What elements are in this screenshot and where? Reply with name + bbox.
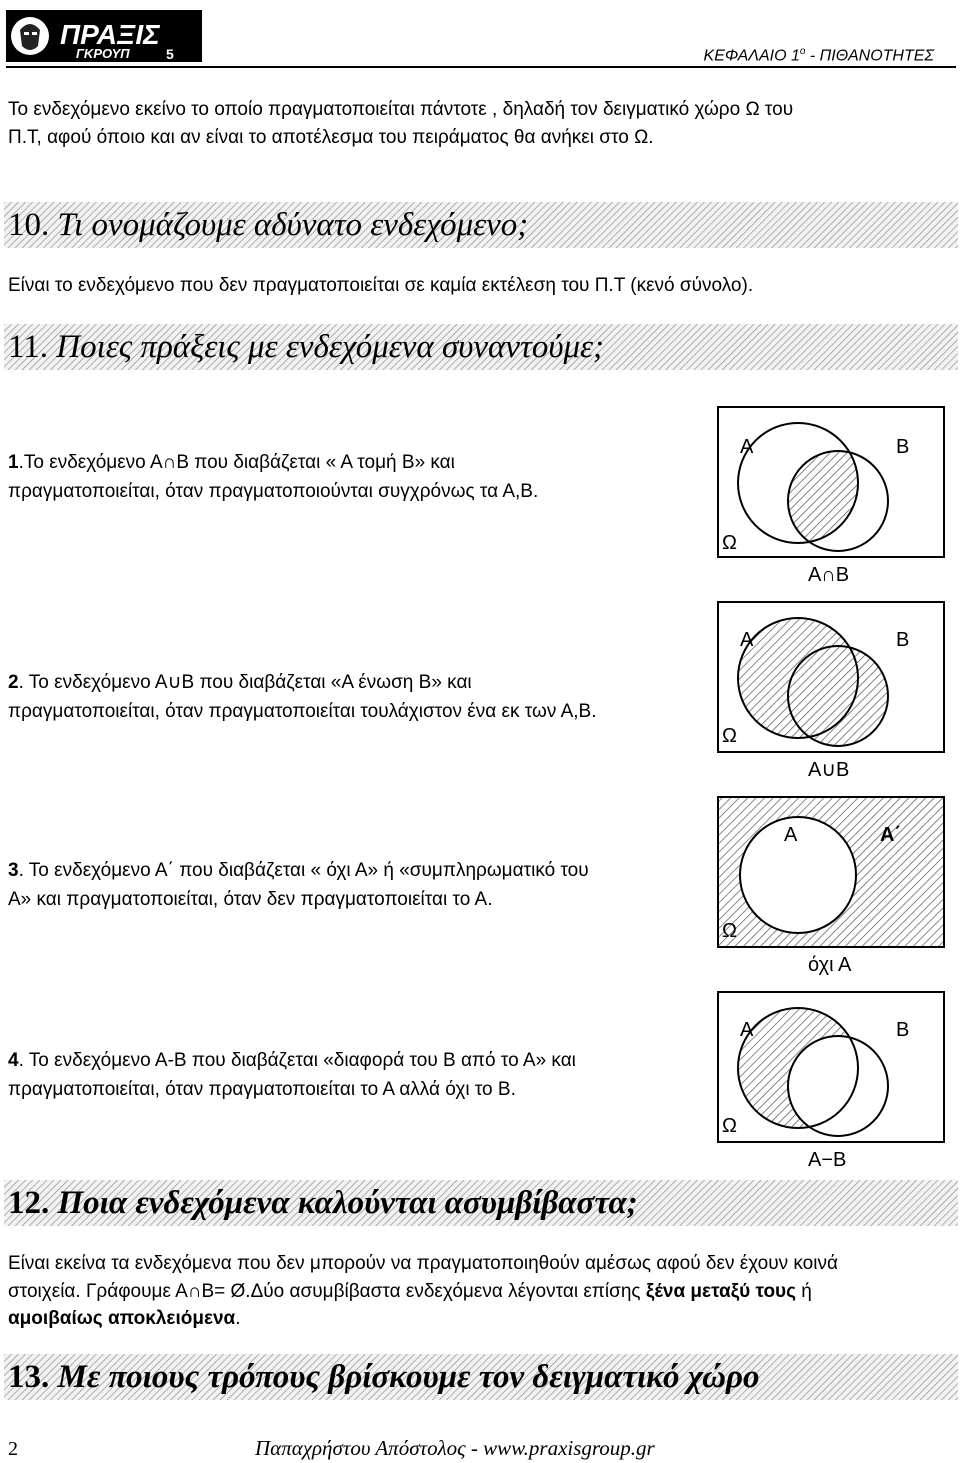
venn-difference <box>716 990 948 1172</box>
caption: A−B <box>808 1149 847 1171</box>
venn-union <box>716 600 948 782</box>
header-divider <box>6 66 956 68</box>
label-a: A <box>784 824 798 846</box>
page-number: 2 <box>8 1438 18 1460</box>
chapter-title: ΚΕΦΑΛΑΙΟ $1^o$ - ΠΙΘΑΝΟΤΗΤΕΣ <box>703 46 934 65</box>
label-omega: Ω <box>722 920 737 942</box>
q10-answer: Είναι το ενδεχόμενο που δεν πραγματοποιείται σε καμία εκτέλεση του Π.Τ (κενό σύνολο). <box>8 275 754 296</box>
intro-line-1: Το ενδεχόμενο εκείνο το οποίο πραγματοποιείται πάντοτε , δηλαδή τον δειγματικό χώρο Ω του <box>8 99 794 120</box>
heading-q10: 10. Τι ονομάζουμε αδύνατο ενδεχόμενο; <box>4 202 958 248</box>
operation-intersection: 1.Το ενδεχόμενο Α∩Β που διαβάζεται « Α τομή Β» και πραγματοποιείται, όταν πραγματοποιούνται συγχρόνως τα Α,Β. <box>8 452 539 502</box>
label-omega: Ω <box>722 725 737 747</box>
intro-line-2: Π.Τ, αφού όποιο και αν είναι το αποτέλεσμα του πειράματος θα ανήκει στο Ω. <box>8 127 654 148</box>
label-a: A <box>740 1019 754 1041</box>
praxis-logo <box>6 10 202 62</box>
label-omega: Ω <box>722 1115 737 1137</box>
label-b: B <box>896 629 910 651</box>
logo-digit: 5 <box>166 46 174 62</box>
venn-intersection <box>716 405 948 587</box>
footer-author: Παπαχρήστου Απόστολος - www.praxisgroup.gr <box>255 1436 655 1460</box>
heading-q11: 11. Ποιες πράξεις με ενδεχόμενα συναντούμε; <box>4 324 958 370</box>
logo-subtitle: ΓΚΡΟΥΠ <box>76 46 130 61</box>
label-b: B <box>896 436 910 458</box>
caption: A∪B <box>808 759 850 781</box>
label-a-prime: A΄ <box>880 824 902 846</box>
label-a: A <box>740 436 754 458</box>
heading-q12: 12. Ποια ενδεχόμενα καλούνται ασυμβίβαστα; <box>4 1180 958 1226</box>
heading-q13: 13. Με ποιους τρόπους βρίσκουμε τον δειγματικό χώρο <box>4 1354 958 1400</box>
q12-line-2: στοιχεία. Γράφουμε Α∩Β= Ø.Δύο ασυμβίβαστα ενδεχόμενα λέγονται επίσης ξένα μεταξύ τους ή <box>8 1281 812 1302</box>
operation-difference: 4. Το ενδεχόμενο Α-Β που διαβάζεται «διαφορά του Β από το Α» και πραγματοποιείται, όταν πραγματοποιείται το Α αλλά όχι το Β. <box>8 1050 576 1100</box>
caption: όχι Α <box>808 954 852 976</box>
operation-complement: 3. Το ενδεχόμενο Α΄ που διαβάζεται « όχι Α» ή «συμπληρωματικό του Α» και πραγματοποιείται, όταν δεν πραγματοποιείται το Α. <box>8 860 589 910</box>
label-b: B <box>896 1019 910 1041</box>
operation-union: 2. Το ενδεχόμενο Α∪Β που διαβάζεται «Α ένωση Β» και πραγματοποιείται, όταν πραγματοποιείται τουλάχιστον ένα εκ των Α,Β. <box>8 672 597 722</box>
q12-line-1: Είναι εκείνα τα ενδεχόμενα που δεν μπορούν να πραγματοποιηθούν αμέσως αφού δεν έχουν κοινά <box>8 1253 838 1274</box>
label-a: A <box>740 629 754 651</box>
caption: A∩B <box>808 564 850 586</box>
logo-title: ΠΡΑΞΙΣ <box>60 19 160 50</box>
label-omega: Ω <box>722 532 737 554</box>
q12-line-3: αμοιβαίως αποκλειόμενα. <box>8 1308 241 1329</box>
venn-complement <box>716 795 948 977</box>
